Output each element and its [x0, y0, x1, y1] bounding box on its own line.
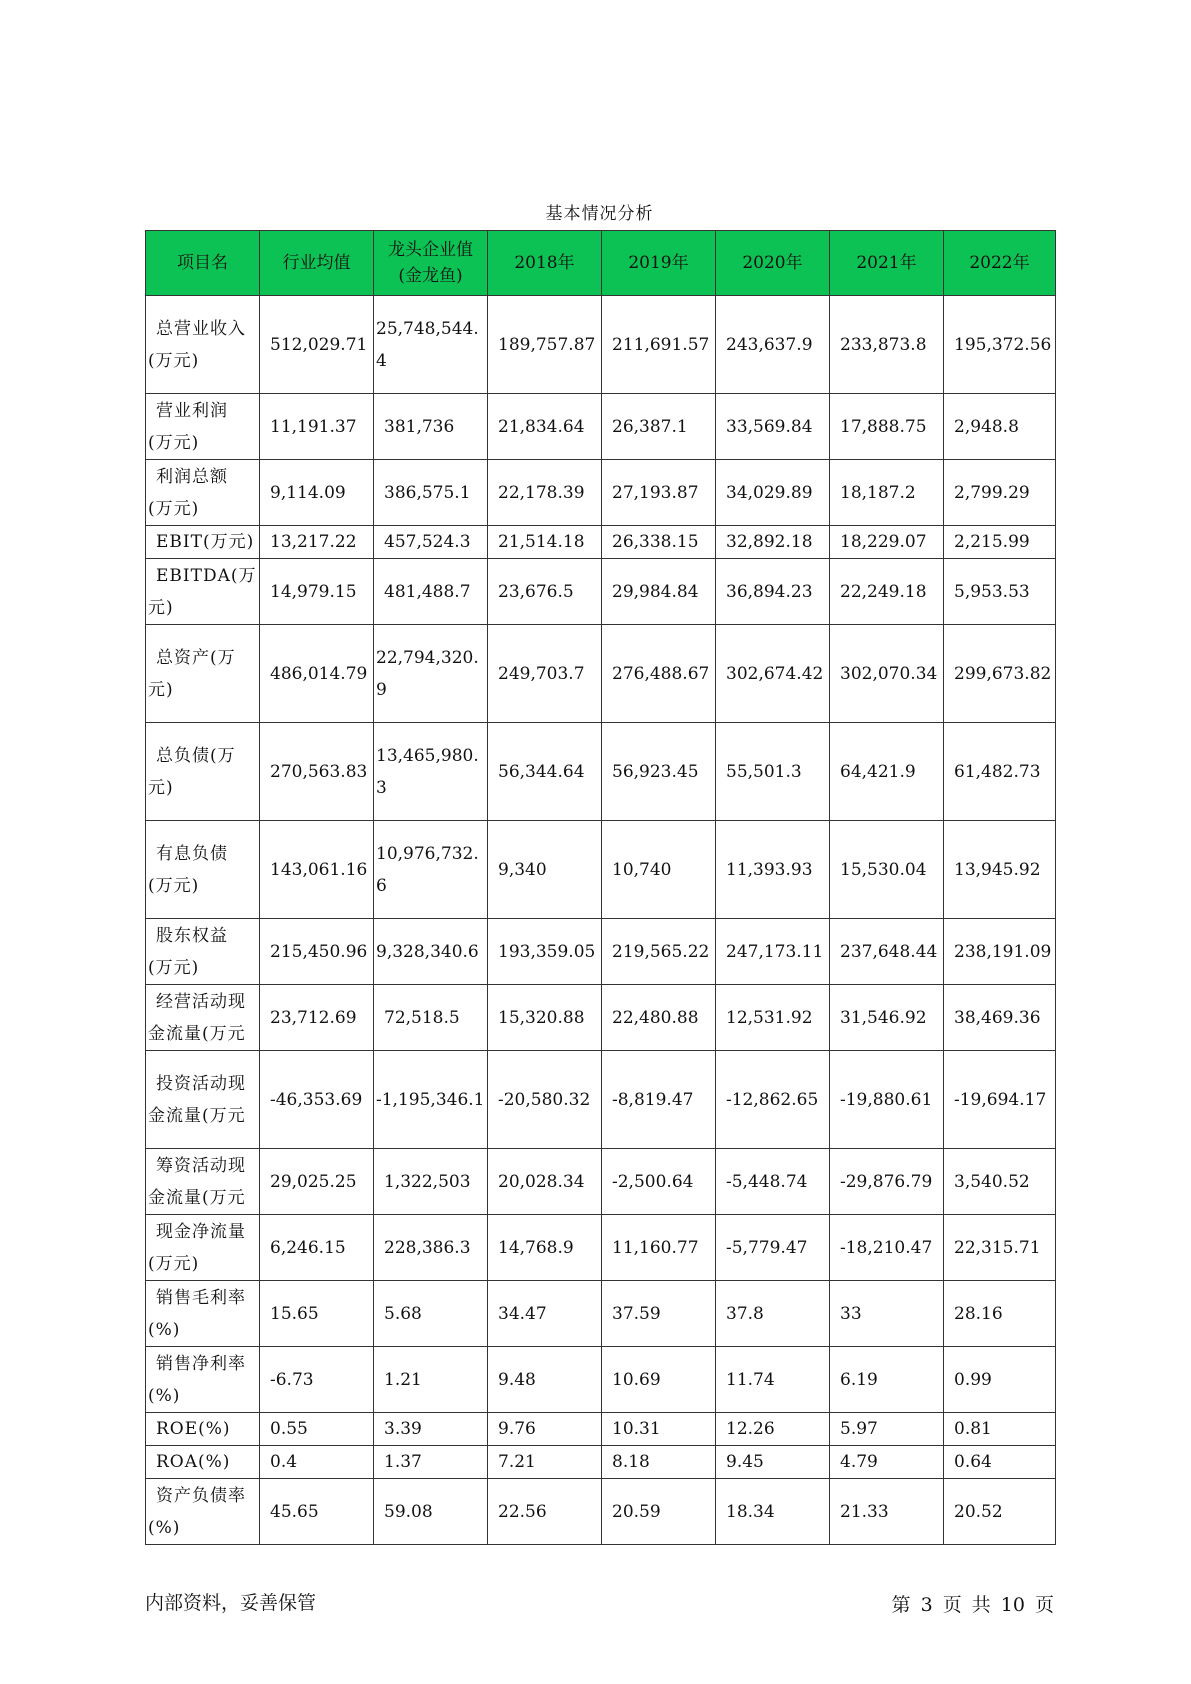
table-cell: 23,676.5 — [488, 559, 602, 625]
row-label — [146, 1413, 260, 1446]
table-cell: 5,953.53 — [944, 559, 1056, 625]
row-label — [146, 559, 260, 625]
table-cell: 8.18 — [602, 1446, 716, 1479]
table-cell: 233,873.8 — [830, 296, 944, 394]
table-cell: 64,421.9 — [830, 723, 944, 821]
table-cell: 22.56 — [488, 1479, 602, 1545]
table-cell: 10.31 — [602, 1413, 716, 1446]
table-cell: 228,386.3 — [374, 1215, 488, 1281]
table-cell: 37.8 — [716, 1281, 830, 1347]
row-label-line1: 股东权益 — [156, 925, 228, 946]
row-label — [146, 460, 260, 526]
table-cell: 26,338.15 — [602, 526, 716, 559]
table-row — [146, 296, 1056, 394]
row-label-line2: (万元) — [148, 432, 200, 453]
table-cell: 237,648.44 — [830, 919, 944, 985]
table-cell: 9,328,340.6 — [374, 919, 488, 985]
column-header-2021: 2021年 — [830, 231, 944, 296]
table-cell: -5,448.74 — [716, 1149, 830, 1215]
table-cell: -6.73 — [260, 1347, 374, 1413]
table-row — [146, 1446, 1056, 1479]
table-cell: 33 — [830, 1281, 944, 1347]
table-cell: 15,320.88 — [488, 985, 602, 1051]
row-label — [146, 394, 260, 460]
table-cell: 15.65 — [260, 1281, 374, 1347]
table-cell: 72,518.5 — [374, 985, 488, 1051]
table-cell: 381,736 — [374, 394, 488, 460]
table-row — [146, 821, 1056, 919]
table-cell: 486,014.79 — [260, 625, 374, 723]
footer-page-number: 第 3 页 共 10 页 — [891, 1594, 1054, 1616]
table-cell: 21.33 — [830, 1479, 944, 1545]
table-cell: 276,488.67 — [602, 625, 716, 723]
table-cell: 386,575.1 — [374, 460, 488, 526]
table-cell: 21,834.64 — [488, 394, 602, 460]
row-label-line2: 金流量(万元 — [148, 1187, 246, 1208]
column-header-industry-avg: 行业均值 — [260, 231, 374, 296]
row-label-line1: 资产负债率 — [156, 1485, 246, 1506]
table-cell: 56,344.64 — [488, 723, 602, 821]
table-row — [146, 1149, 1056, 1215]
table-cell: 1.21 — [374, 1347, 488, 1413]
table-cell: 36,894.23 — [716, 559, 830, 625]
row-label-line1: ROE(%) — [156, 1419, 231, 1439]
table-cell: 11.74 — [716, 1347, 830, 1413]
table-cell: 61,482.73 — [944, 723, 1056, 821]
table-cell: 20.52 — [944, 1479, 1056, 1545]
row-label-line1: EBIT(万元) — [156, 532, 255, 552]
table-cell: -5,779.47 — [716, 1215, 830, 1281]
row-label-line1: 利润总额 — [156, 466, 228, 487]
table-body — [146, 296, 1056, 1545]
table-title: 基本情况分析 — [545, 204, 654, 224]
table-cell: 37.59 — [602, 1281, 716, 1347]
table-cell: 28.16 — [944, 1281, 1056, 1347]
table-cell: -20,580.32 — [488, 1051, 602, 1149]
table-cell: 3.39 — [374, 1413, 488, 1446]
column-header-2018: 2018年 — [488, 231, 602, 296]
table-cell: 59.08 — [374, 1479, 488, 1545]
table-cell: 0.4 — [260, 1446, 374, 1479]
table-cell: 0.81 — [944, 1413, 1056, 1446]
table-cell: 512,029.71 — [260, 296, 374, 394]
table-cell: 31,546.92 — [830, 985, 944, 1051]
table-cell: 299,673.82 — [944, 625, 1056, 723]
table-row — [146, 625, 1056, 723]
row-label — [146, 1446, 260, 1479]
table-cell: 14,768.9 — [488, 1215, 602, 1281]
row-label-line1: 筹资活动现 — [156, 1155, 246, 1176]
column-header-2019: 2019年 — [602, 231, 716, 296]
row-label-line2: 金流量(万元 — [148, 1023, 246, 1044]
table-row — [146, 1051, 1056, 1149]
table-cell: 6.19 — [830, 1347, 944, 1413]
table-cell: 18,229.07 — [830, 526, 944, 559]
row-label-line1: 总负债(万 — [156, 745, 236, 766]
table-cell: 195,372.56 — [944, 296, 1056, 394]
table-cell: 22,794,320.9 — [374, 625, 488, 723]
row-label — [146, 1281, 260, 1347]
column-header-item: 项目名 — [146, 231, 260, 296]
table-row — [146, 919, 1056, 985]
table-cell: 9.48 — [488, 1347, 602, 1413]
table-cell: 22,178.39 — [488, 460, 602, 526]
row-label-line2: (万元) — [148, 350, 200, 371]
column-header-leader-line2: (金龙鱼) — [398, 266, 463, 286]
row-label — [146, 1051, 260, 1149]
table-cell: 211,691.57 — [602, 296, 716, 394]
table-cell: 22,249.18 — [830, 559, 944, 625]
table-row — [146, 1347, 1056, 1413]
financial-summary-table — [145, 230, 1056, 1545]
row-label-line1: 投资活动现 — [156, 1073, 246, 1094]
row-label — [146, 1347, 260, 1413]
table-cell: 302,070.34 — [830, 625, 944, 723]
table-cell: 9,114.09 — [260, 460, 374, 526]
row-label-line1: 经营活动现 — [156, 991, 246, 1012]
table-cell: 193,359.05 — [488, 919, 602, 985]
table-cell: 0.55 — [260, 1413, 374, 1446]
table-cell: 27,193.87 — [602, 460, 716, 526]
table-cell: 33,569.84 — [716, 394, 830, 460]
table-cell: -18,210.47 — [830, 1215, 944, 1281]
row-label-line1: 现金净流量 — [156, 1221, 246, 1242]
table-row — [146, 559, 1056, 625]
table-cell: 45.65 — [260, 1479, 374, 1545]
row-label-line2: 元) — [148, 777, 174, 798]
table-cell: 457,524.3 — [374, 526, 488, 559]
table-cell: -19,694.17 — [944, 1051, 1056, 1149]
table-cell: 22,315.71 — [944, 1215, 1056, 1281]
table-cell: 1,322,503 — [374, 1149, 488, 1215]
table-cell: 14,979.15 — [260, 559, 374, 625]
row-label — [146, 1149, 260, 1215]
table-cell: 1.37 — [374, 1446, 488, 1479]
table-row — [146, 394, 1056, 460]
table-header-row — [146, 231, 1056, 296]
table-cell: 13,217.22 — [260, 526, 374, 559]
table-cell: 243,637.9 — [716, 296, 830, 394]
table-row — [146, 985, 1056, 1051]
row-label — [146, 526, 260, 559]
row-label-line1: 销售毛利率 — [156, 1287, 246, 1308]
row-label-line2: (万元) — [148, 498, 200, 519]
column-header-leader-line1: 龙头企业值 — [388, 240, 473, 260]
table-cell: 55,501.3 — [716, 723, 830, 821]
row-label-line1: 营业利润 — [156, 400, 228, 421]
table-cell: 18,187.2 — [830, 460, 944, 526]
table-cell: -1,195,346.1 — [374, 1051, 488, 1149]
table-cell: 17,888.75 — [830, 394, 944, 460]
table-cell: -29,876.79 — [830, 1149, 944, 1215]
row-label-line2: (%) — [148, 1385, 181, 1406]
table-cell: 29,025.25 — [260, 1149, 374, 1215]
column-header-2020: 2020年 — [716, 231, 830, 296]
table-cell: 15,530.04 — [830, 821, 944, 919]
table-row — [146, 1281, 1056, 1347]
table-cell: 34,029.89 — [716, 460, 830, 526]
table-cell: 5.68 — [374, 1281, 488, 1347]
table-cell: -12,862.65 — [716, 1051, 830, 1149]
table-cell: 4.79 — [830, 1446, 944, 1479]
row-label-line2: (万元) — [148, 957, 200, 978]
table-cell: -2,500.64 — [602, 1149, 716, 1215]
table-cell: -8,819.47 — [602, 1051, 716, 1149]
row-label-line2: 元) — [148, 597, 174, 618]
row-label-line1: EBITDA(万 — [156, 565, 257, 586]
table-cell: 6,246.15 — [260, 1215, 374, 1281]
table-cell: 18.34 — [716, 1479, 830, 1545]
table-cell: 11,393.93 — [716, 821, 830, 919]
row-label-line1: 有息负债 — [156, 843, 228, 864]
table-cell: 215,450.96 — [260, 919, 374, 985]
table-cell: 189,757.87 — [488, 296, 602, 394]
column-header-2022: 2022年 — [944, 231, 1056, 296]
table-cell: 3,540.52 — [944, 1149, 1056, 1215]
table-cell: 32,892.18 — [716, 526, 830, 559]
row-label-line1: ROA(%) — [156, 1452, 231, 1472]
row-label-line2: (万元) — [148, 1253, 200, 1274]
table-cell: 7.21 — [488, 1446, 602, 1479]
row-label — [146, 985, 260, 1051]
row-label-line1: 总资产(万 — [156, 647, 236, 668]
table-row — [146, 1479, 1056, 1545]
row-label-line2: (%) — [148, 1319, 181, 1340]
row-label-line1: 销售净利率 — [156, 1353, 246, 1374]
table-cell: 13,945.92 — [944, 821, 1056, 919]
table-cell: 34.47 — [488, 1281, 602, 1347]
table-cell: 247,173.11 — [716, 919, 830, 985]
table-cell: 13,465,980.3 — [374, 723, 488, 821]
footer-confidential-note: 内部资料，妥善保管 — [145, 1592, 317, 1614]
table-cell: 5.97 — [830, 1413, 944, 1446]
table-cell: 22,480.88 — [602, 985, 716, 1051]
column-header-leader — [374, 231, 488, 296]
table-cell: 10,740 — [602, 821, 716, 919]
row-label-line2: (万元) — [148, 875, 200, 896]
table-cell: -19,880.61 — [830, 1051, 944, 1149]
table-cell: 56,923.45 — [602, 723, 716, 821]
table-cell: 23,712.69 — [260, 985, 374, 1051]
table-cell: 249,703.7 — [488, 625, 602, 723]
row-label-line2: 元) — [148, 679, 174, 700]
row-label — [146, 1479, 260, 1545]
table-cell: 21,514.18 — [488, 526, 602, 559]
table-cell: 0.64 — [944, 1446, 1056, 1479]
table-cell: 9,340 — [488, 821, 602, 919]
row-label — [146, 625, 260, 723]
table-cell: 302,674.42 — [716, 625, 830, 723]
row-label — [146, 723, 260, 821]
table-cell: 9.76 — [488, 1413, 602, 1446]
table-cell: 9.45 — [716, 1446, 830, 1479]
table-cell: -46,353.69 — [260, 1051, 374, 1149]
table-cell: 2,948.8 — [944, 394, 1056, 460]
row-label-line1: 总营业收入 — [156, 318, 246, 339]
row-label-line2: 金流量(万元 — [148, 1105, 246, 1126]
table-cell: 11,191.37 — [260, 394, 374, 460]
table-cell: 270,563.83 — [260, 723, 374, 821]
table-row — [146, 1413, 1056, 1446]
table-cell: 26,387.1 — [602, 394, 716, 460]
table-cell: 29,984.84 — [602, 559, 716, 625]
table-row — [146, 526, 1056, 559]
row-label — [146, 821, 260, 919]
table-cell: 10,976,732.6 — [374, 821, 488, 919]
table-cell: 10.69 — [602, 1347, 716, 1413]
table-cell: 238,191.09 — [944, 919, 1056, 985]
table-cell: 20,028.34 — [488, 1149, 602, 1215]
row-label — [146, 1215, 260, 1281]
row-label-line2: (%) — [148, 1517, 181, 1538]
table-cell: 2,799.29 — [944, 460, 1056, 526]
table-cell: 0.99 — [944, 1347, 1056, 1413]
table-cell: 38,469.36 — [944, 985, 1056, 1051]
table-cell: 219,565.22 — [602, 919, 716, 985]
table-row — [146, 1215, 1056, 1281]
table-row — [146, 723, 1056, 821]
row-label — [146, 919, 260, 985]
table-row — [146, 460, 1056, 526]
table-cell: 481,488.7 — [374, 559, 488, 625]
table-cell: 2,215.99 — [944, 526, 1056, 559]
table-cell: 25,748,544.4 — [374, 296, 488, 394]
table-cell: 11,160.77 — [602, 1215, 716, 1281]
table-cell: 143,061.16 — [260, 821, 374, 919]
row-label — [146, 296, 260, 394]
table-cell: 12.26 — [716, 1413, 830, 1446]
table-cell: 12,531.92 — [716, 985, 830, 1051]
table-cell: 20.59 — [602, 1479, 716, 1545]
